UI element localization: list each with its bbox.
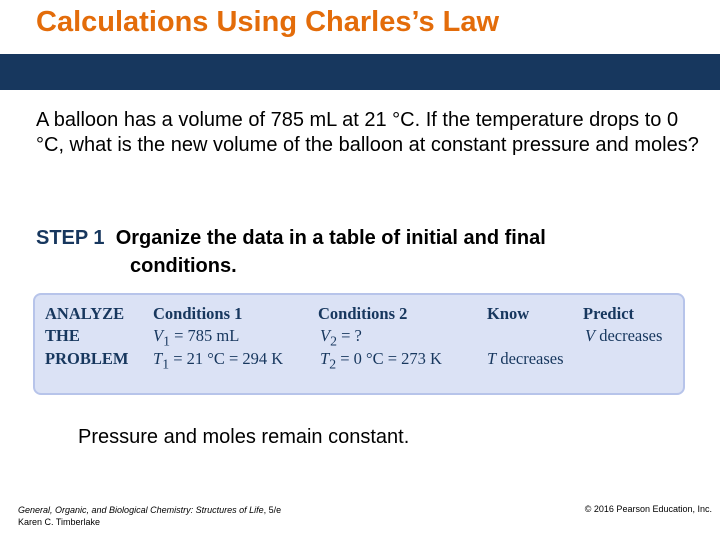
footer-citation — [18, 504, 281, 528]
footer-course: General, Organic, and Biological Chemistry: Structures of Life — [18, 505, 264, 515]
footer-edition: , 5/e — [263, 505, 282, 515]
know-temperature: T decreases — [487, 349, 564, 368]
header-conditions-2: Conditions 2 — [318, 304, 408, 323]
footer-author: Karen C. Timberlake — [18, 517, 101, 527]
analyze-the-problem-box — [33, 293, 685, 395]
header-bar — [0, 54, 720, 90]
constant-note: Pressure and moles remain constant. — [78, 426, 410, 448]
slide-title: Calculations Using Charles’s Law — [36, 6, 500, 38]
header-conditions-1: Conditions 1 — [153, 304, 243, 323]
predict-volume: V decreases — [585, 326, 663, 345]
step-text-line2: conditions. — [130, 255, 237, 277]
footer-copyright: © 2016 Pearson Education, Inc. — [584, 504, 712, 514]
step-1 — [36, 224, 676, 280]
row-label-problem: PROBLEM — [45, 349, 129, 368]
header-know: Know — [487, 304, 530, 323]
c2-volume: $V_2$ = ? — [320, 326, 362, 349]
c1-volume: $V_1 = 785$ mL — [153, 326, 240, 349]
row-label-the: THE — [45, 326, 80, 345]
c2-temperature: $T_2 = 0$ °C = 273 K — [320, 349, 442, 372]
step-text-line1: Organize the data in a table of initial and final — [115, 227, 546, 249]
step-label: STEP 1 — [36, 227, 105, 249]
header-predict: Predict — [583, 304, 635, 323]
question-text: A balloon has a volume of 785 mL at 21 °C. If the temperature drops to 0 °C, what is the new volume of the balloon at constant pressure and moles? — [36, 109, 699, 156]
c1-temperature: $T_1 = 21$ °C = 294 K — [153, 349, 284, 372]
row-label-analyze: ANALYZE — [45, 304, 125, 323]
